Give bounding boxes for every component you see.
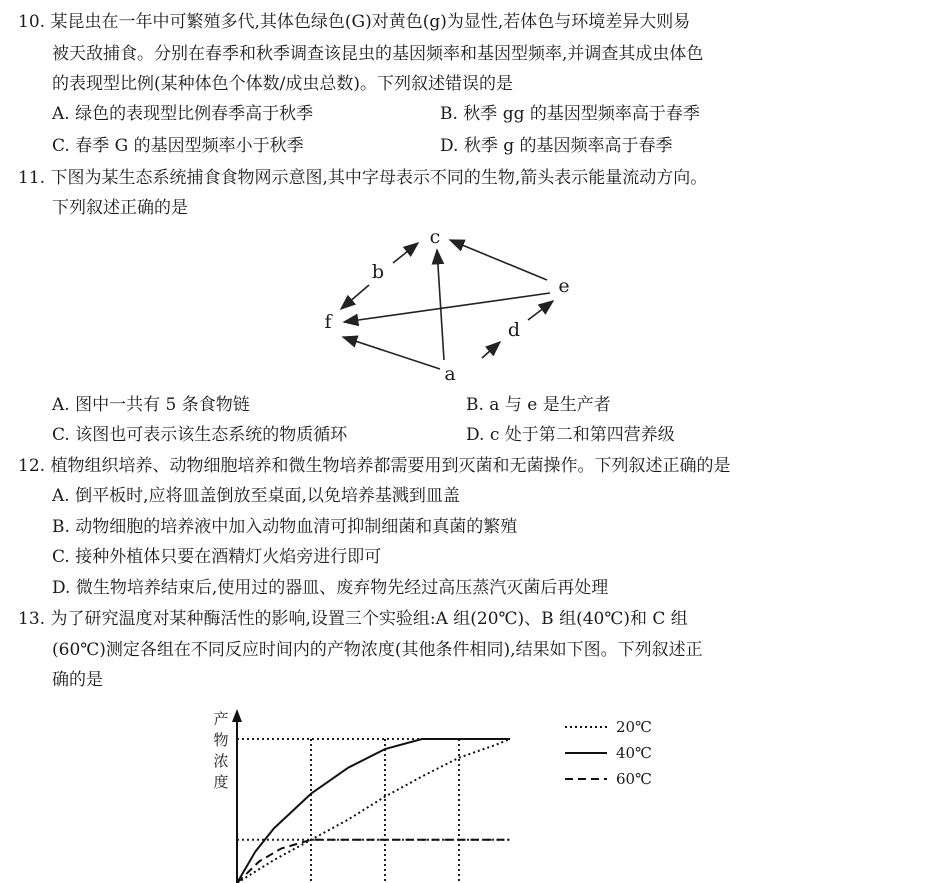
y-axis-label-char: 浓 xyxy=(213,752,229,770)
node-c: c xyxy=(429,226,441,248)
q11-option-d: D. c 处于第二和第四营养级 xyxy=(466,425,675,445)
node-f: f xyxy=(324,311,332,333)
q10-option-c: C. 春季 G 的基因型频率小于秋季 xyxy=(52,136,304,156)
y-axis-label-char: 度 xyxy=(213,773,229,791)
q10-option-a: A. 绿色的表现型比例春季高于秋季 xyxy=(52,104,314,124)
y-axis-label xyxy=(213,710,228,791)
q10-stem-line1: 某昆虫在一年中可繁殖多代,其体色绿色(G)对黄色(g)为显性,若体色与环境差异大则易 xyxy=(50,12,691,32)
y-axis-arrow-icon xyxy=(232,709,242,722)
node-e: e xyxy=(558,275,570,297)
q13-stem-line2: (60℃)测定各组在不同反应时间内的产物浓度(其他条件相同),结果如下图。下列叙述正 xyxy=(52,640,703,660)
series-solid-line xyxy=(237,739,510,883)
q11-stem-line2: 下列叙述正确的是 xyxy=(52,198,188,218)
node-d: d xyxy=(507,319,521,341)
legend-label: 60℃ xyxy=(616,770,652,788)
q12-stem: 植物组织培养、动物细胞培养和微生物培养都需要用到灭菌和无菌操作。下列叙述正确的是 xyxy=(50,456,731,476)
q11-option-b: B. a 与 e 是生产者 xyxy=(466,395,611,415)
q10-option-d: D. 秋季 g 的基因频率高于春季 xyxy=(440,136,673,156)
q13-number: 13. xyxy=(18,609,46,629)
series-dotted-line xyxy=(237,739,510,883)
node-b: b xyxy=(371,261,385,283)
q11-number: 11. xyxy=(18,168,46,188)
q11-option-c: C. 该图也可表示该生态系统的物质循环 xyxy=(52,425,348,445)
q12-option-a: A. 倒平板时,应将皿盖倒放至桌面,以免培养基溅到皿盖 xyxy=(52,486,460,506)
q10-stem-line3: 的表现型比例(某种体色个体数/成虫总数)。下列叙述错误的是 xyxy=(52,74,513,94)
q12-number: 12. xyxy=(18,456,46,476)
q12-option-d: D. 微生物培养结束后,使用过的器皿、废弃物先经过高压蒸汽灭菌后再处理 xyxy=(52,578,609,598)
node-a: a xyxy=(444,363,456,385)
y-axis-label-char: 物 xyxy=(213,731,229,749)
q11-option-a: A. 图中一共有 5 条食物链 xyxy=(52,395,250,415)
q12-option-c: C. 接种外植体只要在酒精灯火焰旁进行即可 xyxy=(52,547,382,567)
legend-label: 40℃ xyxy=(616,744,652,762)
q10-option-b: B. 秋季 gg 的基因型频率高于春季 xyxy=(440,104,700,124)
q10-stem-line2: 被天敌捕食。分别在春季和秋季调查该昆虫的基因频率和基因型频率,并调查其成虫体色 xyxy=(52,44,704,64)
y-axis-label-char: 产 xyxy=(213,710,229,728)
q12-option-b: B. 动物细胞的培养液中加入动物血清可抑制细菌和真菌的繁殖 xyxy=(52,517,518,537)
q13-stem-line1: 为了研究温度对某种酶活性的影响,设置三个实验组:A 组(20℃)、B 组(40℃)和 C 组 xyxy=(50,609,688,629)
q11-stem-line1: 下图为某生态系统捕食食物网示意图,其中字母表示不同的生物,箭头表示能量流动方向。 xyxy=(50,168,708,188)
q10-number: 10. xyxy=(18,12,46,32)
series-dashed-line xyxy=(237,840,510,883)
legend-label: 20℃ xyxy=(616,718,652,736)
q13-stem-line3: 确的是 xyxy=(52,670,103,690)
